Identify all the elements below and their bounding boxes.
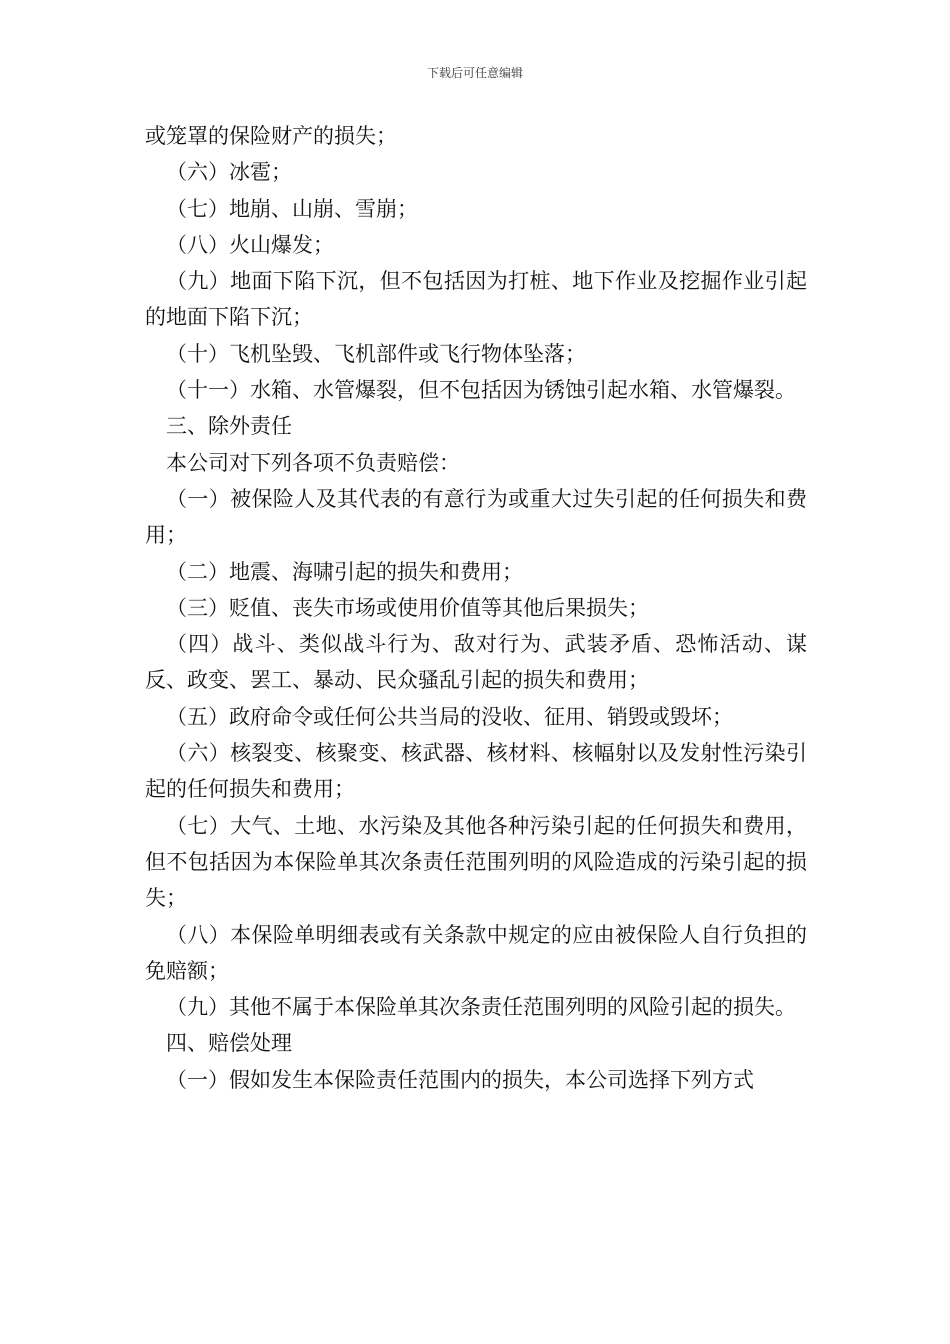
paragraph: （九）地面下陷下沉，但不包括因为打桩、地下作业及挖掘作业引起的地面下陷下沉； [145, 269, 807, 330]
paragraph: （三）贬值、丧失市场或使用价值等其他后果损失； [166, 595, 649, 620]
paragraph: （七）地崩、山崩、雪崩； [166, 196, 418, 221]
paragraph: 四、赔偿处理 [166, 1031, 292, 1056]
paragraph: （十）飞机坠毁、飞机部件或飞行物体坠落； [166, 341, 586, 366]
paragraph: （八）本保险单明细表或有关条款中规定的应由被保险人自行负担的免赔额； [145, 922, 807, 983]
paragraph: （一）被保险人及其代表的有意行为或重大过失引起的任何损失和费用； [145, 486, 807, 548]
paragraph: （二）地震、海啸引起的损失和费用； [166, 559, 523, 584]
paragraph: （五）政府命令或任何公共当局的没收、征用、销毁或毁坏； [166, 704, 733, 729]
paragraph: （一）假如发生本保险责任范围内的损失，本公司选择下列方式 [166, 1067, 754, 1092]
paragraph: （四）战斗、类似战斗行为、敌对行为、武装矛盾、恐怖活动、谋反、政变、罢工、暴动、民众骚乱引起的损失和费用； [145, 632, 807, 693]
paragraph: （九）其他不属于本保险单其次条责任范围列明的风险引起的损失。 [166, 995, 796, 1020]
paragraph: （六）核裂变、核聚变、核武器、核材料、核幅射以及发射性污染引起的任何损失和费用； [145, 741, 807, 802]
document-body [145, 118, 807, 1098]
paragraph: （十一）水箱、水管爆裂，但不包括因为锈蚀引起水箱、水管爆裂。 [166, 378, 796, 403]
paragraph: 三、除外责任 [166, 414, 292, 439]
paragraph: 本公司对下列各项不负责赔偿： [166, 450, 460, 475]
paragraph: （六）冰雹； [166, 160, 292, 185]
page-header: 下载后可任意编辑 [426, 66, 523, 80]
paragraph: 或笼罩的保险财产的损失； [145, 124, 397, 148]
paragraph: （八）火山爆发； [166, 232, 334, 257]
paragraph: （七）大气、土地、水污染及其他各种污染引起的任何损失和费用，但不包括因为本保险单其次条责任范围列明的风险造成的污染引起的损失； [145, 813, 807, 911]
